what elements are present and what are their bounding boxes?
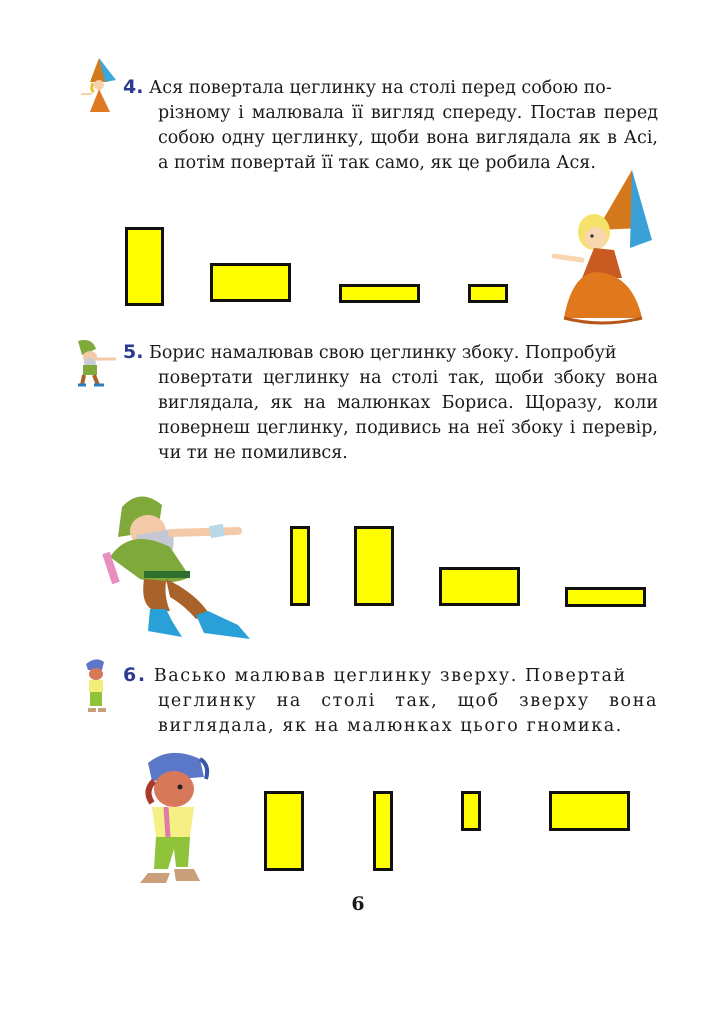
brick-top-view-3 [461, 791, 481, 831]
task-text: повертати цеглинку на столі так, щоби збоку вона виглядала, як на малюнках Бориса. Щоразу, коли повернеш цеглинку, подивись на неї збоку і перевір, чи ти не помилився. [158, 368, 658, 463]
task-6 [123, 663, 658, 739]
old-gnome-small-icon [72, 337, 120, 387]
task-4 [123, 75, 658, 176]
witch-girl-small-icon [78, 56, 120, 114]
brick-top-view-1 [264, 791, 304, 871]
brick-side-view-3 [439, 567, 520, 606]
brick-front-view-3 [339, 284, 420, 303]
task-text-first-line: Борис намалював свою цеглинку збоку. Попробуй [149, 343, 617, 363]
brick-top-view-4 [549, 791, 630, 831]
old-gnome-illustration [100, 487, 255, 645]
witch-girl-illustration [552, 168, 652, 328]
task-number: 4. [123, 76, 144, 98]
task-number: 6. [123, 664, 147, 686]
task-text: різному і малювала її вигляд спереду. Постав перед собою одну цеглинку, щоби вона виглядала як в Асі, а потім повертай її так само, як це робила Ася. [158, 103, 658, 173]
task-5 [123, 340, 658, 466]
brick-side-view-2 [354, 526, 394, 606]
task-number: 5. [123, 341, 144, 363]
task-text-first-line: Васько малював цеглинку зверху. Повертай [153, 666, 627, 686]
brick-top-view-2 [373, 791, 393, 871]
brick-front-view-4 [468, 284, 508, 303]
task-text-first-line: Ася повертала цеглинку на столі перед собою по- [149, 78, 612, 98]
brick-side-view-4 [565, 587, 646, 607]
young-gnome-illustration [130, 745, 215, 900]
task-text: цеглинку на столі так, щоб зверху вона виглядала, як на малюнках цього гномика. [158, 691, 658, 736]
brick-side-view-1 [290, 526, 310, 606]
young-gnome-small-icon [82, 656, 110, 714]
brick-front-view-2 [210, 263, 291, 302]
brick-front-view-1 [125, 227, 164, 306]
page-number: 6 [351, 893, 365, 915]
